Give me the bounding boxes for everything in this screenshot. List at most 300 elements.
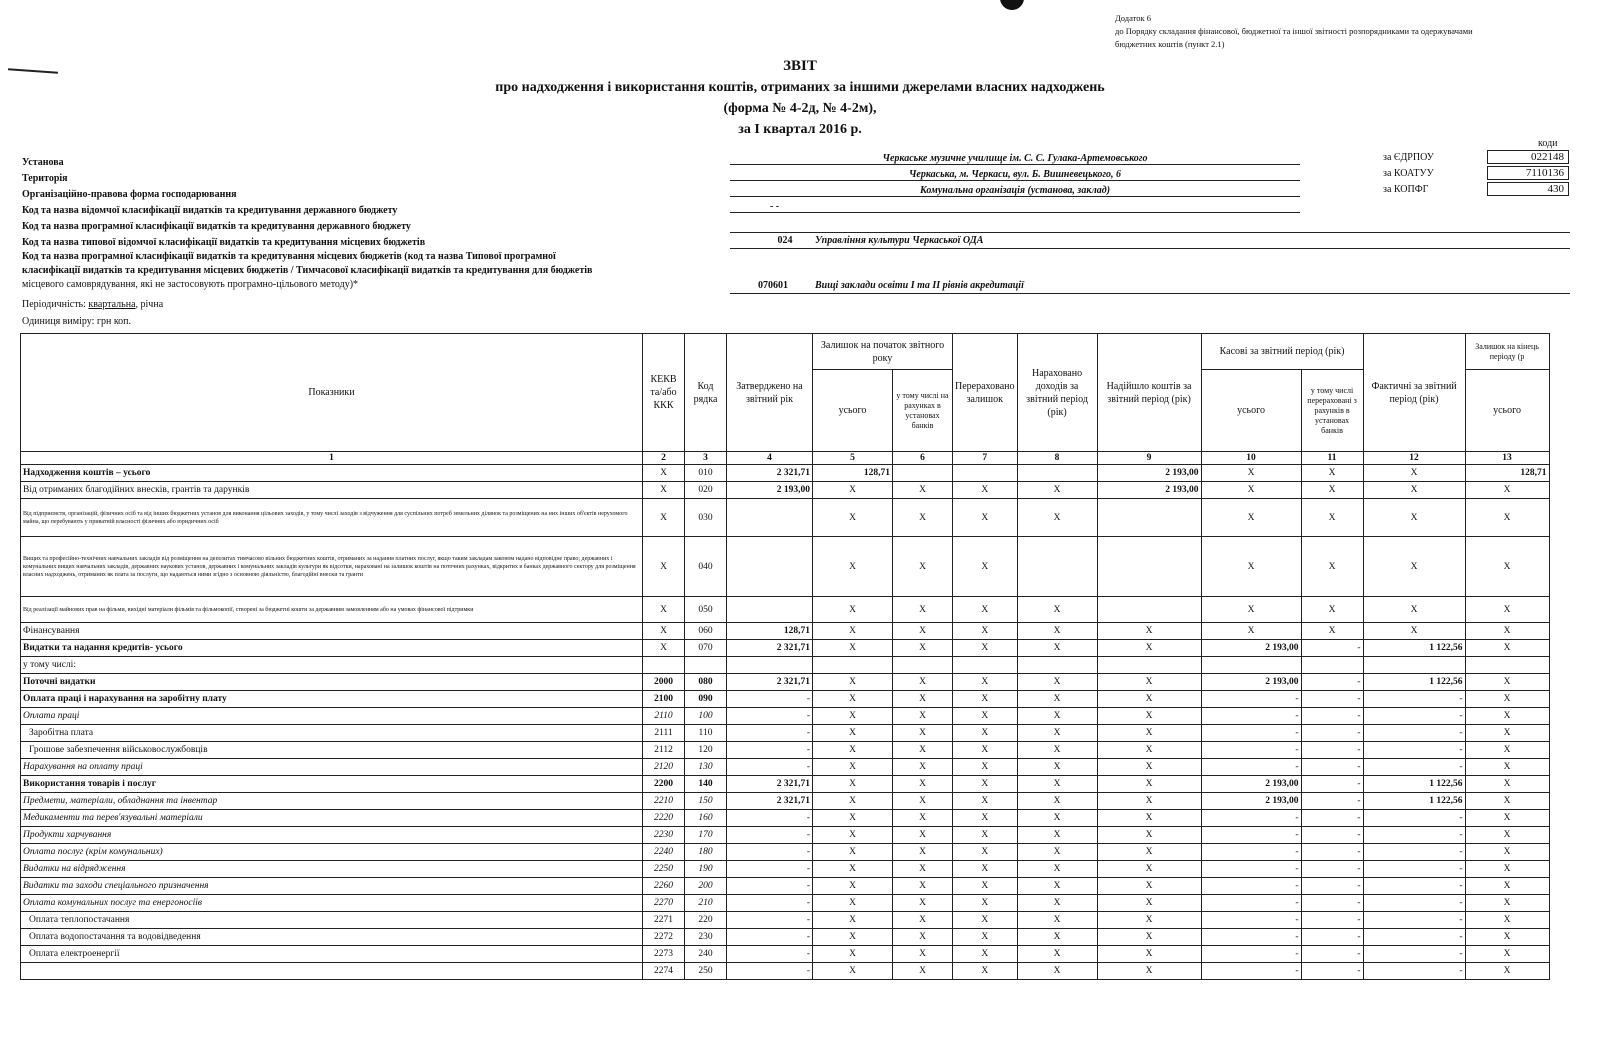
table-row bbox=[21, 691, 1550, 708]
cell-c5: X bbox=[813, 623, 893, 640]
cell-c13: X bbox=[1465, 963, 1549, 980]
cell-c10 bbox=[1201, 657, 1301, 674]
table-row bbox=[21, 895, 1550, 912]
header-cash-incl: у тому числі перераховані з рахунків в установах банків bbox=[1301, 370, 1363, 452]
cell-code: 060 bbox=[685, 623, 727, 640]
cell-c11: - bbox=[1301, 844, 1363, 861]
cell-c8: X bbox=[1017, 725, 1097, 742]
cell-c7 bbox=[953, 657, 1018, 674]
cell-c5: X bbox=[813, 640, 893, 657]
cell-kekv: 2271 bbox=[643, 912, 685, 929]
cell-c4: - bbox=[727, 725, 813, 742]
header-cash-total: усього bbox=[1201, 370, 1301, 452]
cell-c6: X bbox=[893, 725, 953, 742]
cell-c11: - bbox=[1301, 725, 1363, 742]
prog-local-code: 070601 bbox=[758, 280, 788, 291]
column-number: 2 bbox=[643, 452, 685, 465]
cell-c9: X bbox=[1097, 878, 1201, 895]
cell-c13: X bbox=[1465, 623, 1549, 640]
org-label: Установа bbox=[22, 157, 64, 168]
cell-c6: X bbox=[893, 499, 953, 537]
cell-c10: X bbox=[1201, 499, 1301, 537]
cell-c12: - bbox=[1363, 742, 1465, 759]
dept-local-line bbox=[730, 247, 1570, 249]
cell-kekv: 2210 bbox=[643, 793, 685, 810]
cell-c5: X bbox=[813, 861, 893, 878]
table-row bbox=[21, 912, 1550, 929]
cell-kekv: 2270 bbox=[643, 895, 685, 912]
table-row bbox=[21, 759, 1550, 776]
cell-c10: - bbox=[1201, 912, 1301, 929]
prog-local-label1: Код та назва програмної класифікації видатків та кредитування місцевих бюджетів (код та назва Типової програмної bbox=[22, 251, 556, 262]
cell-c5: X bbox=[813, 759, 893, 776]
column-number: 12 bbox=[1363, 452, 1465, 465]
row-name: Надходження коштів – усього bbox=[21, 465, 643, 482]
cell-c7: X bbox=[953, 759, 1018, 776]
cell-c8: X bbox=[1017, 482, 1097, 499]
table-row bbox=[21, 725, 1550, 742]
row-name: Оплата водопостачання та водовідведення bbox=[21, 929, 643, 946]
cell-c7: X bbox=[953, 861, 1018, 878]
report-table bbox=[20, 333, 1550, 980]
cell-c12: - bbox=[1363, 810, 1465, 827]
cell-c5: X bbox=[813, 963, 893, 980]
cell-c7: X bbox=[953, 810, 1018, 827]
cell-c8: X bbox=[1017, 640, 1097, 657]
row-name: Видатки та заходи спеціального призначення bbox=[21, 878, 643, 895]
prog-local-value: Вищі заклади освіти I та II рівнів акредитації bbox=[815, 280, 1024, 291]
cell-c10: - bbox=[1201, 929, 1301, 946]
cell-c9: X bbox=[1097, 929, 1201, 946]
row-name: Медикаменти та перев'язувальні матеріали bbox=[21, 810, 643, 827]
cell-c8: X bbox=[1017, 929, 1097, 946]
cell-kekv: 2260 bbox=[643, 878, 685, 895]
koatuu-label: за КОАТУУ bbox=[1383, 168, 1434, 179]
cell-c11: - bbox=[1301, 810, 1363, 827]
cell-c8: X bbox=[1017, 597, 1097, 623]
column-number: 13 bbox=[1465, 452, 1549, 465]
cell-c6: X bbox=[893, 929, 953, 946]
cell-c8: X bbox=[1017, 912, 1097, 929]
cell-code: 240 bbox=[685, 946, 727, 963]
cell-kekv: 2220 bbox=[643, 810, 685, 827]
cell-c6: X bbox=[893, 708, 953, 725]
cell-c5: X bbox=[813, 793, 893, 810]
cell-c10: - bbox=[1201, 742, 1301, 759]
cell-kekv: 2120 bbox=[643, 759, 685, 776]
cell-kekv bbox=[643, 657, 685, 674]
cell-c13: X bbox=[1465, 861, 1549, 878]
table-row bbox=[21, 929, 1550, 946]
cell-c5: X bbox=[813, 537, 893, 597]
table-row bbox=[21, 946, 1550, 963]
row-name: Використання товарів і послуг bbox=[21, 776, 643, 793]
cell-c4: 2 321,71 bbox=[727, 465, 813, 482]
cell-c9 bbox=[1097, 537, 1201, 597]
cell-kekv: 2240 bbox=[643, 844, 685, 861]
cell-c11: X bbox=[1301, 465, 1363, 482]
cell-c11: - bbox=[1301, 691, 1363, 708]
table-row bbox=[21, 499, 1550, 537]
cell-c11: X bbox=[1301, 482, 1363, 499]
cell-c8: X bbox=[1017, 623, 1097, 640]
row-name: Оплата праці bbox=[21, 708, 643, 725]
cell-code: 040 bbox=[685, 537, 727, 597]
cell-kekv: X bbox=[643, 623, 685, 640]
cell-c10: - bbox=[1201, 725, 1301, 742]
cell-c4: 2 321,71 bbox=[727, 793, 813, 810]
cell-c13: X bbox=[1465, 810, 1549, 827]
codes-heading: коди bbox=[1538, 138, 1558, 149]
row-name: Заробітна плата bbox=[21, 725, 643, 742]
cell-code: 030 bbox=[685, 499, 727, 537]
column-number: 5 bbox=[813, 452, 893, 465]
cell-code: 130 bbox=[685, 759, 727, 776]
column-number: 10 bbox=[1201, 452, 1301, 465]
cell-c7: X bbox=[953, 929, 1018, 946]
koatuu-value: 7110136 bbox=[1487, 166, 1569, 180]
dept-state-value: - - bbox=[730, 201, 1300, 213]
cell-c8: X bbox=[1017, 793, 1097, 810]
cell-kekv: 2111 bbox=[643, 725, 685, 742]
cell-kekv: 2100 bbox=[643, 691, 685, 708]
column-number: 8 bbox=[1017, 452, 1097, 465]
row-name: Від реалізації майнових прав на фільми, вихідні матеріали фільмів та фільмокопії, створені за бюджетні кошти за державним замовленням або на умовах фінансової підтримки bbox=[21, 597, 643, 623]
cell-c4: - bbox=[727, 912, 813, 929]
cell-c13: X bbox=[1465, 691, 1549, 708]
cell-c5: X bbox=[813, 708, 893, 725]
cell-c5: X bbox=[813, 844, 893, 861]
cell-c10: - bbox=[1201, 844, 1301, 861]
cell-c5: X bbox=[813, 597, 893, 623]
cell-c12: - bbox=[1363, 844, 1465, 861]
row-name: Оплата праці і нарахування на заробітну плату bbox=[21, 691, 643, 708]
table-row bbox=[21, 963, 1550, 980]
header-indicators: Показники bbox=[21, 334, 643, 452]
cell-code: 010 bbox=[685, 465, 727, 482]
cell-c11: X bbox=[1301, 597, 1363, 623]
cell-c12: - bbox=[1363, 878, 1465, 895]
cell-c12: - bbox=[1363, 963, 1465, 980]
cell-c9 bbox=[1097, 657, 1201, 674]
periodicity-value: квартальна bbox=[88, 299, 136, 310]
cell-c6: X bbox=[893, 597, 953, 623]
cell-c6: X bbox=[893, 810, 953, 827]
cell-c11: - bbox=[1301, 674, 1363, 691]
row-name bbox=[21, 963, 643, 980]
cell-c11: - bbox=[1301, 708, 1363, 725]
cell-kekv: 2200 bbox=[643, 776, 685, 793]
cell-code: 120 bbox=[685, 742, 727, 759]
cell-c7: X bbox=[953, 742, 1018, 759]
column-number: 11 bbox=[1301, 452, 1363, 465]
cell-c11: - bbox=[1301, 963, 1363, 980]
table-row bbox=[21, 827, 1550, 844]
table-row bbox=[21, 844, 1550, 861]
cell-c11: - bbox=[1301, 895, 1363, 912]
cell-c9: X bbox=[1097, 640, 1201, 657]
cell-c13: X bbox=[1465, 878, 1549, 895]
cell-c8: X bbox=[1017, 708, 1097, 725]
cell-kekv: X bbox=[643, 482, 685, 499]
cell-c4: - bbox=[727, 946, 813, 963]
cell-c7: X bbox=[953, 725, 1018, 742]
header-actual: Фактичні за звітний період (рік) bbox=[1363, 334, 1465, 452]
annex-line2: до Порядку складання фінансової, бюджетної та іншої звітності розпорядниками та одержувачами bbox=[1115, 26, 1473, 36]
cell-code: 050 bbox=[685, 597, 727, 623]
table-row bbox=[21, 793, 1550, 810]
cell-c6 bbox=[893, 465, 953, 482]
cell-code: 020 bbox=[685, 482, 727, 499]
cell-c10: X bbox=[1201, 537, 1301, 597]
edrpou-label: за ЄДРПОУ bbox=[1383, 152, 1434, 163]
cell-code: 140 bbox=[685, 776, 727, 793]
cell-c6: X bbox=[893, 963, 953, 980]
cell-c10: X bbox=[1201, 482, 1301, 499]
cell-c12: - bbox=[1363, 708, 1465, 725]
table-row bbox=[21, 776, 1550, 793]
cell-c8: X bbox=[1017, 895, 1097, 912]
cell-c7: X bbox=[953, 878, 1018, 895]
cell-c11: X bbox=[1301, 537, 1363, 597]
cell-c4: - bbox=[727, 810, 813, 827]
cell-c4: - bbox=[727, 827, 813, 844]
table-row bbox=[21, 861, 1550, 878]
cell-c12: X bbox=[1363, 482, 1465, 499]
cell-c9: X bbox=[1097, 674, 1201, 691]
cell-c4: 2 321,71 bbox=[727, 674, 813, 691]
cell-c10: X bbox=[1201, 465, 1301, 482]
cell-c4: - bbox=[727, 759, 813, 776]
cell-c4: 2 321,71 bbox=[727, 640, 813, 657]
report-subtitle: про надходження і використання коштів, отриманих за іншими джерелами власних надходжень bbox=[495, 80, 1105, 95]
cell-c5: 128,71 bbox=[813, 465, 893, 482]
cell-c13: X bbox=[1465, 482, 1549, 499]
cell-c13: 128,71 bbox=[1465, 465, 1549, 482]
header-transferred: Перераховано залишок bbox=[953, 334, 1018, 452]
table-row bbox=[21, 708, 1550, 725]
cell-c6: X bbox=[893, 861, 953, 878]
cell-c9: X bbox=[1097, 759, 1201, 776]
cell-c8 bbox=[1017, 657, 1097, 674]
cell-c7: X bbox=[953, 912, 1018, 929]
cell-c10: - bbox=[1201, 827, 1301, 844]
cell-c12 bbox=[1363, 657, 1465, 674]
row-name: Оплата послуг (крім комунальних) bbox=[21, 844, 643, 861]
cell-c5: X bbox=[813, 929, 893, 946]
cell-c10: X bbox=[1201, 623, 1301, 640]
cell-c7: X bbox=[953, 499, 1018, 537]
cell-c5: X bbox=[813, 878, 893, 895]
cell-c11: - bbox=[1301, 946, 1363, 963]
cell-c11: - bbox=[1301, 861, 1363, 878]
cell-c13: X bbox=[1465, 742, 1549, 759]
cell-c13: X bbox=[1465, 759, 1549, 776]
row-name: Вищих та професійно-технічних навчальних закладів від розміщення на депозитах тимчасово вільних бюджетних коштів, отриманих за надання платних послуг, якщо таким закладам законом надано відповідне право; державних і комунальних вищих навчальних закладів, державних наукових установ, державних і комунальних закладів культури як відсотки, нараховані на залишок коштів на поточних рахунках, відкритих в банках державного сектору для розміщення власних надходжень, отриманих як плата за послуги, що надаються ними згідно з основною діяльністю, благодійні внески та гранти bbox=[21, 537, 643, 597]
cell-kekv: X bbox=[643, 537, 685, 597]
cell-c5: X bbox=[813, 725, 893, 742]
row-name: Нарахування на оплату праці bbox=[21, 759, 643, 776]
cell-c9: X bbox=[1097, 912, 1201, 929]
cell-c13: X bbox=[1465, 725, 1549, 742]
header-cash: Касові за звітний період (рік) bbox=[1201, 334, 1363, 370]
cell-c9: X bbox=[1097, 691, 1201, 708]
cell-c8: X bbox=[1017, 963, 1097, 980]
cell-code: 200 bbox=[685, 878, 727, 895]
cell-c5: X bbox=[813, 674, 893, 691]
cell-kekv: X bbox=[643, 640, 685, 657]
row-name: Видатки та надання кредитів- усього bbox=[21, 640, 643, 657]
cell-c7: X bbox=[953, 597, 1018, 623]
column-number: 3 bbox=[685, 452, 727, 465]
cell-c4: - bbox=[727, 929, 813, 946]
cell-c12: 1 122,56 bbox=[1363, 674, 1465, 691]
cell-c12: X bbox=[1363, 465, 1465, 482]
cell-c7: X bbox=[953, 674, 1018, 691]
table-row bbox=[21, 810, 1550, 827]
table-row bbox=[21, 674, 1550, 691]
cell-c9: 2 193,00 bbox=[1097, 465, 1201, 482]
cell-c5 bbox=[813, 657, 893, 674]
cell-c11: - bbox=[1301, 776, 1363, 793]
edrpou-value: 022148 bbox=[1487, 150, 1569, 164]
cell-c4: - bbox=[727, 878, 813, 895]
cell-c6: X bbox=[893, 946, 953, 963]
cell-c7: X bbox=[953, 640, 1018, 657]
cell-c6 bbox=[893, 657, 953, 674]
dept-state-label: Код та назва відомчої класифікації видатків та кредитування державного бюджету bbox=[22, 205, 398, 216]
cell-c4: - bbox=[727, 963, 813, 980]
unit: Одиниця виміру: грн коп. bbox=[22, 316, 132, 327]
cell-c7 bbox=[953, 465, 1018, 482]
kopfg-label: за КОПФГ bbox=[1383, 184, 1429, 195]
cell-c11: - bbox=[1301, 759, 1363, 776]
cell-c6: X bbox=[893, 895, 953, 912]
cell-c5: X bbox=[813, 895, 893, 912]
cell-c11: - bbox=[1301, 793, 1363, 810]
cell-c8: X bbox=[1017, 810, 1097, 827]
cell-c7: X bbox=[953, 623, 1018, 640]
cell-c4 bbox=[727, 537, 813, 597]
cell-c5: X bbox=[813, 776, 893, 793]
cell-c4: 2 193,00 bbox=[727, 482, 813, 499]
cell-code: 190 bbox=[685, 861, 727, 878]
territory-value: Черкаська, м. Черкаси, вул. Б. Вишневецького, 6 bbox=[730, 169, 1300, 181]
row-name: Предмети, матеріали, обладнання та інвентар bbox=[21, 793, 643, 810]
cell-c10: 2 193,00 bbox=[1201, 640, 1301, 657]
prog-local-line bbox=[730, 292, 1570, 294]
header-received: Надійшло коштів за звітний період (рік) bbox=[1097, 334, 1201, 452]
cell-c11: - bbox=[1301, 742, 1363, 759]
cell-c8 bbox=[1017, 465, 1097, 482]
cell-code: 100 bbox=[685, 708, 727, 725]
cell-c4 bbox=[727, 499, 813, 537]
cell-code: 160 bbox=[685, 810, 727, 827]
cell-kekv: 2274 bbox=[643, 963, 685, 980]
row-name: Видатки на відрядження bbox=[21, 861, 643, 878]
cell-kekv: X bbox=[643, 499, 685, 537]
cell-kekv: 2000 bbox=[643, 674, 685, 691]
dept-local-value: Управління культури Черкаської ОДА bbox=[815, 235, 984, 246]
table-row bbox=[21, 657, 1550, 674]
cell-c13: X bbox=[1465, 499, 1549, 537]
prog-state-line bbox=[730, 231, 1570, 233]
cell-c8: X bbox=[1017, 844, 1097, 861]
cell-c9: 2 193,00 bbox=[1097, 482, 1201, 499]
cell-code: 230 bbox=[685, 929, 727, 946]
table-row bbox=[21, 465, 1550, 482]
cell-c8: X bbox=[1017, 499, 1097, 537]
column-number: 6 bbox=[893, 452, 953, 465]
cell-c12: X bbox=[1363, 499, 1465, 537]
prog-state-label: Код та назва програмної класифікації видатків та кредитування державного бюджету bbox=[22, 221, 411, 232]
cell-c12: X bbox=[1363, 597, 1465, 623]
cell-c10: - bbox=[1201, 810, 1301, 827]
cell-c6: X bbox=[893, 844, 953, 861]
cell-c11: - bbox=[1301, 640, 1363, 657]
cell-c12: - bbox=[1363, 895, 1465, 912]
cell-c4: - bbox=[727, 742, 813, 759]
cell-c4 bbox=[727, 657, 813, 674]
legal-form-value: Комунальна організація (установа, заклад) bbox=[730, 185, 1300, 197]
cell-c6: X bbox=[893, 623, 953, 640]
cell-c13: X bbox=[1465, 708, 1549, 725]
cell-c9: X bbox=[1097, 725, 1201, 742]
cell-c5: X bbox=[813, 499, 893, 537]
report-period: за I квартал 2016 р. bbox=[738, 122, 862, 137]
cell-c7: X bbox=[953, 844, 1018, 861]
cell-c9 bbox=[1097, 499, 1201, 537]
cell-c10: - bbox=[1201, 759, 1301, 776]
cell-c11 bbox=[1301, 657, 1363, 674]
row-name: Від отриманих благодійних внесків, грантів та дарунків bbox=[21, 482, 643, 499]
cell-c13: X bbox=[1465, 929, 1549, 946]
row-name: Від підприємств, організацій, фізичних осіб та від інших бюджетних установ для виконання цільових заходів, у тому числі заходів з відчуження для суспільних потреб земельних ділянок та розміщених на них інших об'єктів нерухомого майна, що перебувають у приватній власності фізичних або юридичних осіб bbox=[21, 499, 643, 537]
cell-c7: X bbox=[953, 963, 1018, 980]
cell-c4: - bbox=[727, 895, 813, 912]
cell-c10: 2 193,00 bbox=[1201, 776, 1301, 793]
cell-c9: X bbox=[1097, 861, 1201, 878]
cell-c7: X bbox=[953, 537, 1018, 597]
cell-c9: X bbox=[1097, 623, 1201, 640]
cell-c13: X bbox=[1465, 640, 1549, 657]
cell-code bbox=[685, 657, 727, 674]
cell-c7: X bbox=[953, 482, 1018, 499]
cell-c7: X bbox=[953, 895, 1018, 912]
cell-c8: X bbox=[1017, 674, 1097, 691]
annex-line3: бюджетних коштів (пункт 2.1) bbox=[1115, 39, 1225, 49]
header-approved: Затверджено на звітний рік bbox=[727, 334, 813, 452]
cell-c12: X bbox=[1363, 623, 1465, 640]
cell-c6: X bbox=[893, 691, 953, 708]
cell-c6: X bbox=[893, 482, 953, 499]
cell-c10: 2 193,00 bbox=[1201, 793, 1301, 810]
cell-c12: - bbox=[1363, 725, 1465, 742]
cell-c8: X bbox=[1017, 861, 1097, 878]
table-row bbox=[21, 878, 1550, 895]
table-row bbox=[21, 742, 1550, 759]
report-title: ЗВІТ bbox=[783, 58, 817, 74]
cell-c7: X bbox=[953, 946, 1018, 963]
legal-form-label: Організаційно-правова форма господарювання bbox=[22, 189, 237, 200]
cell-code: 080 bbox=[685, 674, 727, 691]
cell-kekv: 2272 bbox=[643, 929, 685, 946]
cell-code: 150 bbox=[685, 793, 727, 810]
dept-local-label: Код та назва типової відомчої класифікації видатків та кредитування місцевих бюджетів bbox=[22, 237, 426, 248]
cell-c6: X bbox=[893, 674, 953, 691]
column-numbers-row bbox=[21, 452, 1550, 465]
row-name: Продукти харчування bbox=[21, 827, 643, 844]
